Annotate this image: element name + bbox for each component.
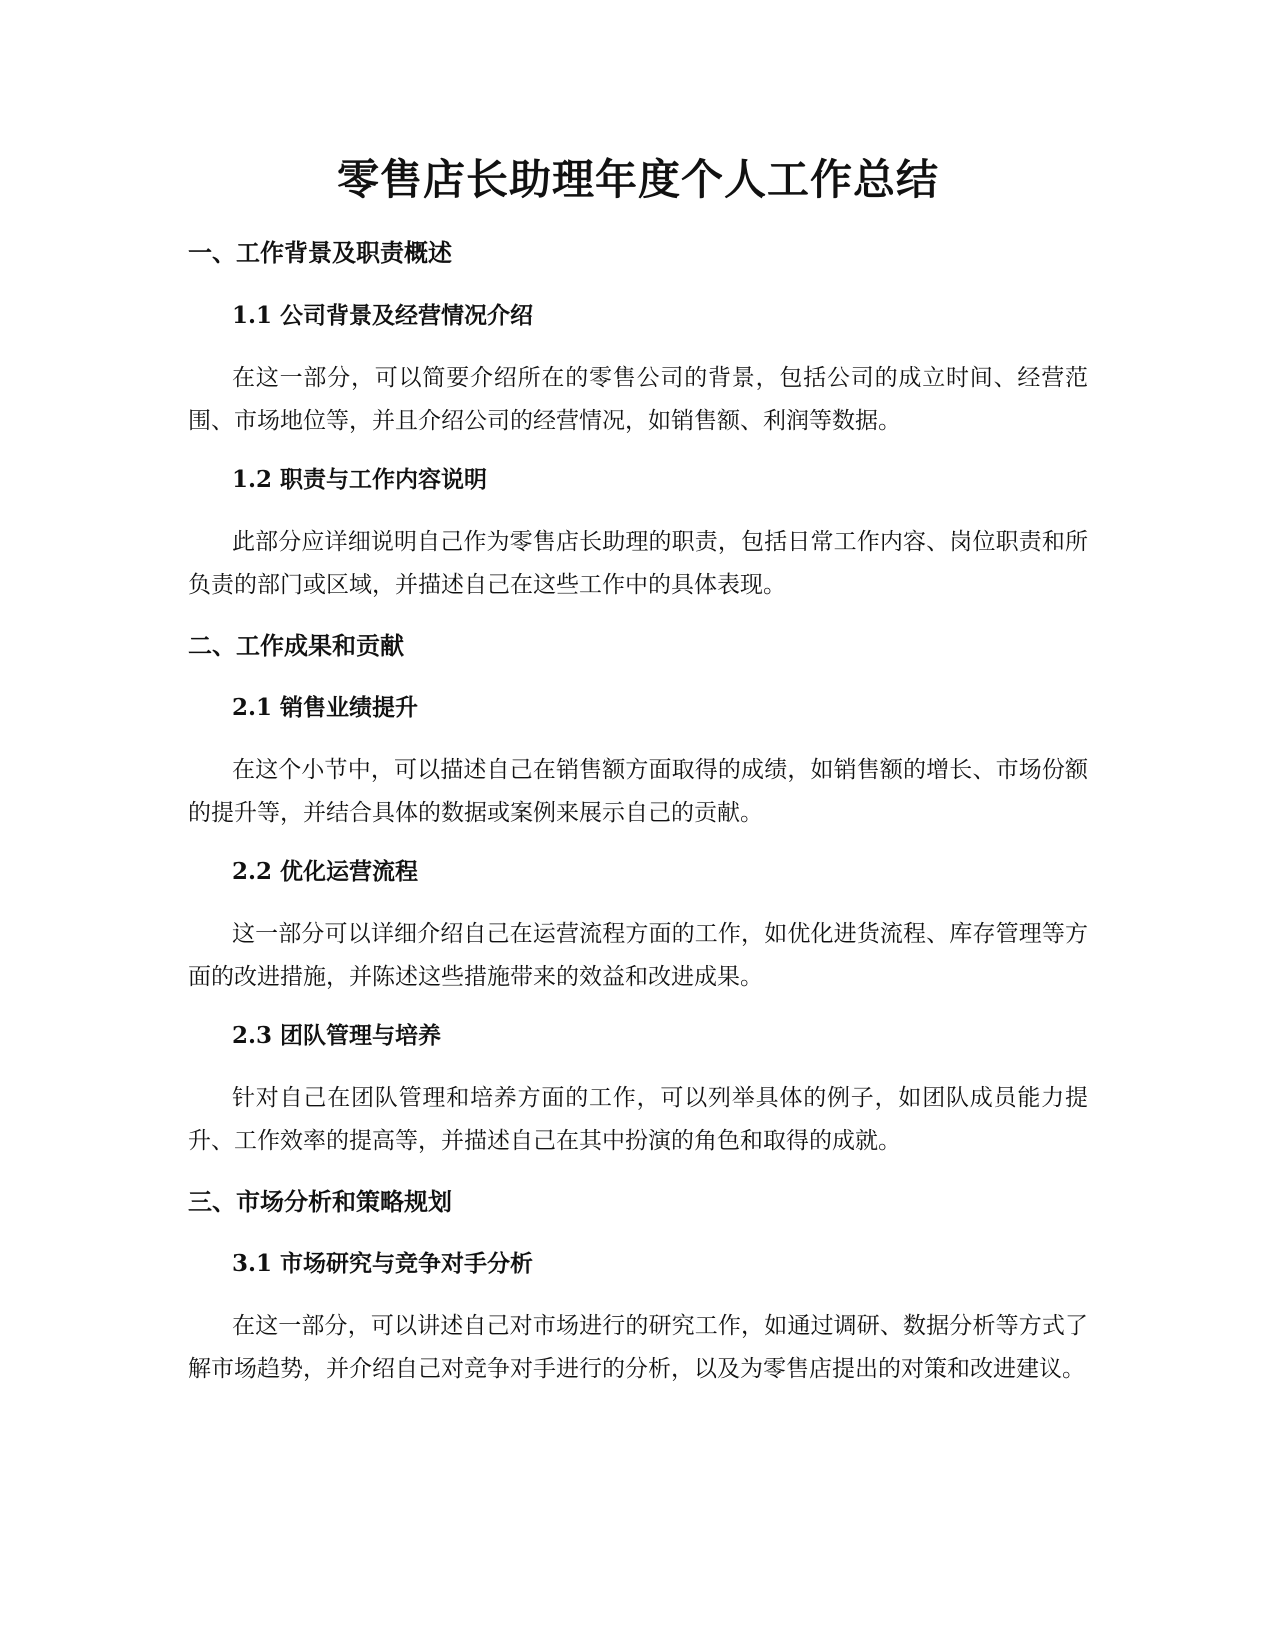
section-heading-2: 二、工作成果和贡献 [188, 632, 404, 660]
subsection-heading-2-3: 2.3 团队管理与培养 [232, 1022, 442, 1049]
section-heading-1: 一、工作背景及职责概述 [188, 239, 452, 267]
paragraph-1-2: 此部分应详细说明自己作为零售店长助理的职责，包括日常工作内容、岗位职责和所负责的部门或区域，并描述自己在这些工作中的具体表现。 [188, 529, 1088, 598]
subsection-heading-1-2: 1.2 职责与工作内容说明 [232, 466, 488, 493]
paragraph-3-1: 在这一部分，可以讲述自己对市场进行的研究工作，如通过调研、数据分析等方式了解市场趋势，并介绍自己对竞争对手进行的分析，以及为零售店提出的对策和改进建议。 [188, 1313, 1088, 1382]
paragraph-1-1: 在这一部分，可以简要介绍所在的零售公司的背景，包括公司的成立时间、经营范围、市场地位等，并且介绍公司的经营情况，如销售额、利润等数据。 [188, 365, 1088, 434]
paragraph-2-3: 针对自己在团队管理和培养方面的工作，可以列举具体的例子，如团队成员能力提升、工作效率的提高等，并描述自己在其中扮演的角色和取得的成就。 [188, 1085, 1088, 1154]
document-page [188, 0, 1088, 1650]
section-heading-3: 三、市场分析和策略规划 [188, 1188, 452, 1216]
subsection-heading-2-2: 2.2 优化运营流程 [232, 858, 419, 885]
paragraph-2-1: 在这个小节中，可以描述自己在销售额方面取得的成绩，如销售额的增长、市场份额的提升等，并结合具体的数据或案例来展示自己的贡献。 [188, 757, 1088, 826]
subsection-heading-2-1: 2.1 销售业绩提升 [232, 694, 419, 721]
document-title: 零售店长助理年度个人工作总结 [336, 155, 939, 204]
subsection-heading-1-1: 1.1 公司背景及经营情况介绍 [232, 302, 534, 329]
subsection-heading-3-1: 3.1 市场研究与竞争对手分析 [232, 1250, 534, 1277]
paragraph-2-2: 这一部分可以详细介绍自己在运营流程方面的工作，如优化进货流程、库存管理等方面的改进措施，并陈述这些措施带来的效益和改进成果。 [188, 921, 1088, 990]
